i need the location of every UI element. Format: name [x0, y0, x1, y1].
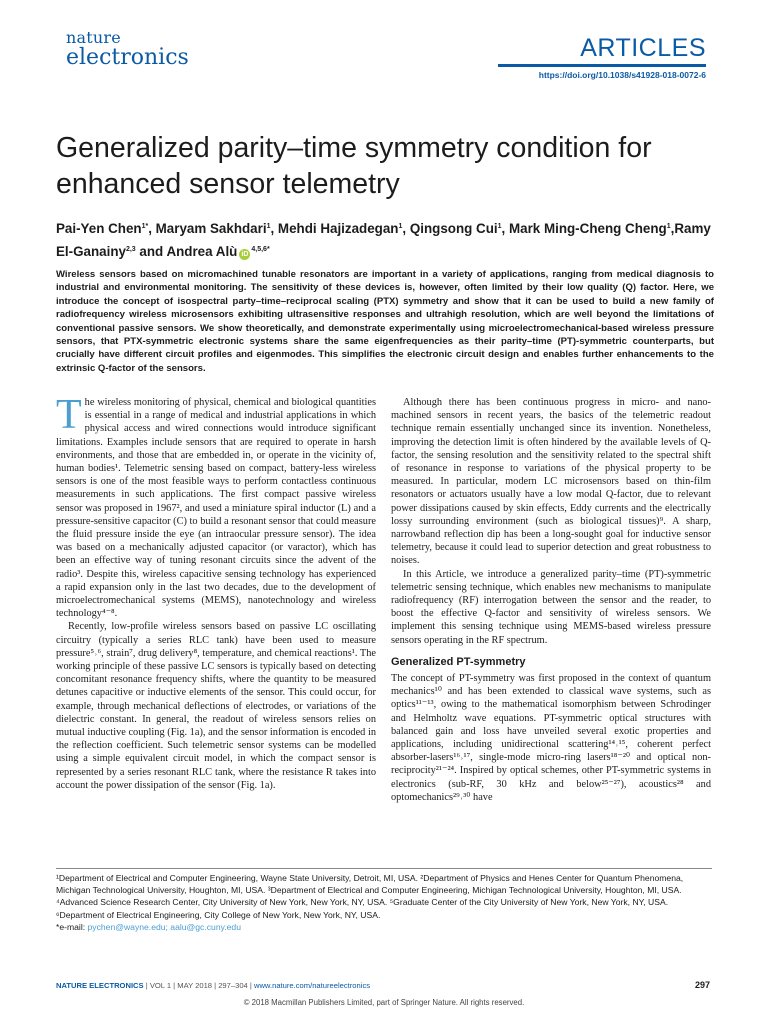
author-name: Maryam Sakhdari	[155, 221, 267, 236]
email-links[interactable]: pychen@wayne.edu; aalu@gc.cuny.edu	[87, 921, 241, 932]
article-title: Generalized parity–time symmetry condition for enhanced sensor telemetry	[56, 132, 652, 200]
journal-logo	[66, 30, 189, 69]
author-name: Pai-Yen Chen	[56, 221, 142, 236]
author-name: Mehdi Hajizadegan	[277, 221, 399, 236]
page-number: 297	[694, 980, 710, 990]
paragraph-text: he wireless monitoring of physical, chemical and biological quantities is essential in a range of medical and industrial applications in which physical access and wired connections would introduce significant limitations. Examples include sensors that are required to operate in harsh environments, and those that are embedded in, or operate in the vicinity of, human bodies¹. Telemetric sensing based on compact, battery-less wireless sensors is one of the most feasible ways to perform contactless continuous measurements in such applications. The first compact passive wireless sensor was proposed in 1967², and used a miniature spiral inductor (L) and a pressure-sensitive capacitor (C) to build a resonant sensor that could measure the fluid pressure inside the eye (an intraocular pressure sensor). The idea was based on a mechanically adjusted capacitor (or varactor), which has been an effective way of tuning resonant circuits since the advent of the radio³. Despite this, wireless capacitive sensing technology has experienced a rapid expansion only in the last two decades, due to the development of microelectromechanical systems (MEMS), nanotechnology and wireless technology⁴⁻⁸.	[56, 397, 376, 620]
footer-details: | VOL 1 | MAY 2018 | 297–304 |	[143, 981, 254, 990]
author-separator: ,	[270, 221, 278, 236]
author-list	[56, 216, 726, 262]
author-separator: and	[135, 244, 167, 259]
body-column-left	[56, 392, 376, 792]
copyright-notice: © 2018 Macmillan Publishers Limited, part of Springer Nature. All rights reserved.	[243, 998, 525, 1007]
author-separator: ,	[670, 221, 675, 236]
body-column-right	[391, 396, 711, 804]
body-paragraph: The concept of PT-symmetry was first proposed in the context of quantum mechanics¹⁰ and has been extended to classical wave systems, such as optics¹¹⁻¹³, owing to the mathematical isomorphism between Schrodinger and Helmholtz wave equations. PT-symmetric optical structures with balanced gain and loss have unveiled several exotic properties and applications, including unidirectional scattering¹⁴˒¹⁵, coherent perfect absorber-lasers¹⁶˒¹⁷, single-mode micro-ring lasers¹⁸⁻²⁰ and optical non-reciprocity²¹⁻²⁴. Inspired by optical schemes, other PT-symmetric systems in electronics (sub-RF, 30 kHz and below²⁵⁻²⁷), acoustics²⁸ and optomechanics²⁹˒³⁰ have	[391, 673, 711, 803]
author-name: Andrea Alù	[166, 244, 238, 259]
logo-line-electronics: electronics	[66, 45, 189, 70]
body-paragraph: In this Article, we introduce a generalized parity–time (PT)-symmetric telemetric sensing technique, which enables new mechanisms to manipulate radiofrequency (RF) interrogation between the sensor and the reader, to boost the effective Q-factor and sensitivity of wireless sensors. We implement this sensing technique using MEMS-based wireless pressure sensors operating in the RF spectrum.	[391, 568, 711, 646]
author-separator: ,	[148, 221, 156, 236]
author-affiliation-marker: 1*	[141, 223, 149, 230]
abstract: Wireless sensors based on micromachined tunable resonators are important in a variety of applications, ranging from medical diagnosis to industrial and environmental monitoring. The sensitivity of these devices is, however, often limited by their low quality (Q) factor. Here, we introduce the concept of isospectral party–time–reciprocal scaling (PTX) symmetry and show that it can be used to build a new family of radiofrequency wireless microsensors exhibiting ultrasensitive responses and ultrahigh resolution, which are well beyond the limitations of conventional passive sensors. We show theoretically, and demonstrate experimentally using microelectromechanical-based wireless pressure sensors, that PTX-symmetric electronic systems share the same eigenfrequencies as their parity–time (PT)-symmetric counterparts, but crucially have different circuit profiles and eigenmodes. This simplifies the electronic circuit design and enables further enhancements to the extrinsic Q-factor of the sensors.	[56, 269, 714, 374]
author-separator: ,	[402, 221, 410, 236]
email-label: *e-mail:	[56, 921, 88, 932]
intro-paragraph	[56, 392, 376, 620]
header-rule	[498, 64, 706, 67]
doi-link[interactable]: https://doi.org/10.1038/s41928-018-0072-6	[538, 70, 706, 80]
body-paragraph: Recently, low-profile wireless sensors based on passive LC oscillating circuitry (typically a series RLC tank) have been used to measure pressure⁵˒⁶, strain⁷, drug delivery⁸, temperature, and chemical reactions¹. The working principle of these passive LC sensors is typically based on detecting concomitant resonance frequency shifts, where the quantity to be measured detunes capacitive or inductive elements of the sensor. This could occur, for example, through mechanical deflections of electrodes, or variations of the dielectric constant. In general, the readout of wireless sensors relies on mutual inductive coupling (Fig. 1a), and the sensor information is encoded in the reflection coefficient. Such telemetric sensor systems can be modelled using a simple equivalent circuit model, in which the compact sensor is represented by a series resonant RLC tank, where the resistance R takes into account the power dissipation of the sensor (Fig. 1a).	[56, 621, 376, 791]
logo-line-nature: nature	[66, 28, 121, 47]
page-footer	[56, 981, 370, 990]
author-affiliation-marker: 1	[398, 223, 403, 230]
drop-cap: T	[56, 392, 82, 438]
author-name: Mark Ming-Cheng Cheng	[508, 221, 667, 236]
affiliations	[56, 872, 712, 933]
section-heading: Generalized PT-symmetry	[391, 655, 526, 668]
author-affiliation-marker: 1	[666, 223, 671, 230]
orcid-icon[interactable]: iD	[241, 251, 249, 258]
author-name: Ramy El-Ganainy	[56, 221, 711, 259]
affiliation-text: ¹Department of Electrical and Computer Engineering, Wayne State University, Detroit, MI, USA. ²Department of Physics and Henes Center for Quantum Phenomena, Michigan Technological University, Houghton, MI, USA. ³Department of Electrical and Computer Engineering, Michigan Technological University, Houghton, MI, USA. ⁴Advanced Science Research Center, City University of New York, New York, NY, USA. ⁵Graduate Center of the City University of New York, New York, NY, USA. ⁶Department of Electrical Engineering, City College of New York, New York, NY, USA.	[56, 873, 684, 920]
body-paragraph: Although there has been continuous progress in micro- and nano-machined sensors in recent years, the basics of the telemetric readout technique remain essentially unchanged since its invention. Nonetheless, improving the detection limit is often hindered by the available levels of Q-factor, the sensing resolution and the sensitivity related to the spectral shift of resonance in response to variations of the physical property to be measured. In particular, modern LC microsensors based on thin-film resonators or actuators usually have a low modal Q-factor, due to relevant power dissipations caused by skin effects, Eddy currents and the electrically lossy surrounding environment (such as biological tissues)⁹. A sharp, narrowband reflection dip has been a long-sought goal for inductive sensor telemetry, because it could lead to superior detection and great robustness to noises.	[391, 397, 711, 567]
footnote-rule	[56, 868, 712, 869]
author-affiliation-marker: 1	[497, 223, 502, 230]
section-tag: ARTICLES	[580, 34, 706, 62]
footer-journal: NATURE ELECTRONICS	[56, 981, 144, 990]
author-affiliation-marker: 1	[266, 223, 271, 230]
footer-url[interactable]: www.nature.com/natureelectronics	[253, 981, 371, 990]
author-affiliation-marker: 4,5,6*	[251, 246, 270, 253]
author-name: Qingsong Cui	[409, 221, 498, 236]
author-affiliation-marker: 2,3	[125, 246, 136, 253]
author-separator: ,	[501, 221, 509, 236]
